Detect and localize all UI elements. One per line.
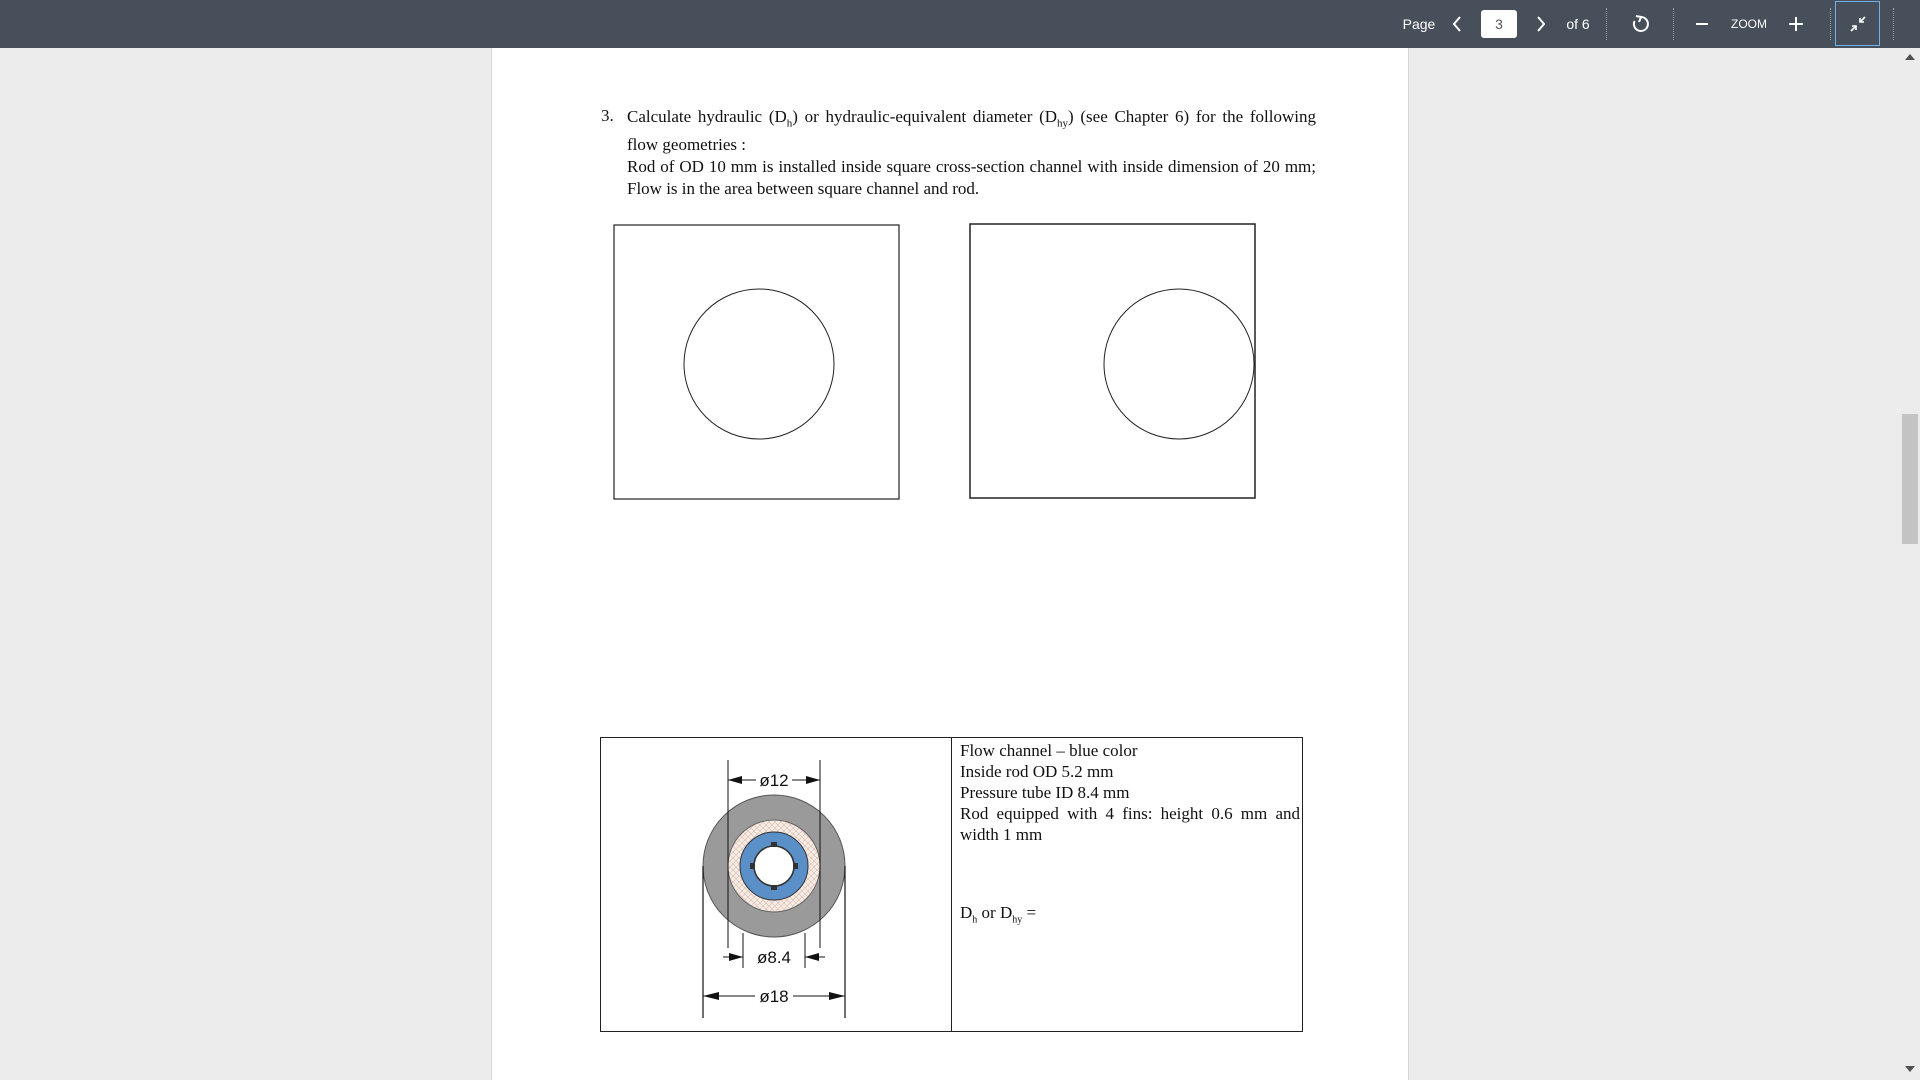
fin [771, 842, 777, 847]
question-number: 3. [601, 106, 614, 125]
plus-icon [1788, 16, 1804, 32]
square-outline [970, 224, 1255, 498]
arrow-head [829, 992, 845, 1000]
cross-section-cell [601, 738, 952, 1031]
question-text [627, 106, 1316, 200]
dimension-label-outer-top: ø12 [759, 771, 789, 790]
scroll-up-icon[interactable] [1905, 54, 1915, 60]
info-line: Pressure tube ID 8.4 mm [960, 783, 1130, 802]
subscript-h: h [786, 117, 793, 130]
subscript-hy: hy [1057, 117, 1069, 130]
exit-fullscreen-button[interactable] [1835, 1, 1880, 46]
pressure-tube-cross-section [601, 738, 951, 1031]
toolbar-divider [1673, 8, 1674, 40]
zoom-label: ZOOM [1731, 17, 1767, 31]
arrow-head [728, 776, 742, 784]
toolbar-divider [1606, 8, 1607, 40]
next-page-button[interactable] [1529, 0, 1553, 48]
dimension-label-outer-bottom: ø18 [759, 987, 789, 1006]
toolbar-divider [1830, 8, 1831, 40]
chevron-right-icon [1535, 15, 1547, 33]
question-text-part: ) (see Chapter 6) for the following flow geometries : [627, 107, 1316, 155]
question-text-part: ) or hydraulic-equivalent diameter (D [792, 107, 1058, 126]
inner-rod [754, 846, 794, 886]
square-channel-figure-2 [969, 223, 1259, 503]
info-line: Inside rod OD 5.2 mm [960, 762, 1114, 781]
page-label: Page [1402, 16, 1436, 32]
rotate-icon [1631, 14, 1651, 34]
subscript-hy: hy [1012, 914, 1023, 926]
answer-line [960, 903, 1036, 925]
prev-page-button[interactable] [1445, 0, 1469, 48]
answer-text-part: or D [977, 903, 1013, 922]
vertical-scrollbar[interactable] [1901, 48, 1920, 1080]
square-outline [614, 225, 899, 499]
arrow-head [729, 953, 743, 961]
question-line-1 [627, 106, 1316, 156]
fin [750, 863, 755, 869]
viewer-toolbar [0, 0, 1920, 48]
info-line: Flow channel – blue color [960, 741, 1138, 760]
arrow-head [805, 953, 819, 961]
scroll-down-icon[interactable] [1905, 1066, 1915, 1072]
rotate-button[interactable] [1626, 0, 1656, 48]
rod-circle [1104, 289, 1254, 439]
minus-icon [1695, 17, 1709, 31]
info-line: Rod equipped with 4 fins: height 0.6 mm and width 1 mm [960, 804, 1300, 844]
info-table [600, 737, 1303, 1032]
question-text-part: Calculate hydraulic (D [627, 107, 787, 126]
collapse-icon [1849, 15, 1867, 33]
answer-text-part: = [1022, 903, 1037, 922]
subscript-h: h [972, 914, 978, 926]
chevron-left-icon [1451, 15, 1463, 33]
arrow-head [703, 992, 719, 1000]
fin [793, 863, 798, 869]
page-number-input[interactable] [1481, 10, 1517, 38]
rod-circle [684, 289, 834, 439]
document-viewer[interactable] [0, 48, 1920, 1080]
scrollbar-thumb[interactable] [1902, 414, 1918, 544]
pdf-page [491, 48, 1409, 1080]
zoom-in-button[interactable] [1784, 0, 1808, 48]
answer-text-part: D [960, 903, 973, 922]
fin [771, 885, 777, 890]
toolbar-divider [1893, 8, 1894, 40]
page-total-label: of 6 [1566, 16, 1590, 32]
description-cell [960, 740, 1300, 845]
arrow-head [806, 776, 820, 784]
dimension-label-middle: ø8.4 [756, 948, 792, 967]
square-channel-figure-1 [613, 224, 903, 504]
zoom-out-button[interactable] [1690, 0, 1714, 48]
question-line-2: Rod of OD 10 mm is installed inside square cross-section channel with inside dimension of 20 mm; Flow is in the area between square channel and rod. [627, 157, 1316, 199]
